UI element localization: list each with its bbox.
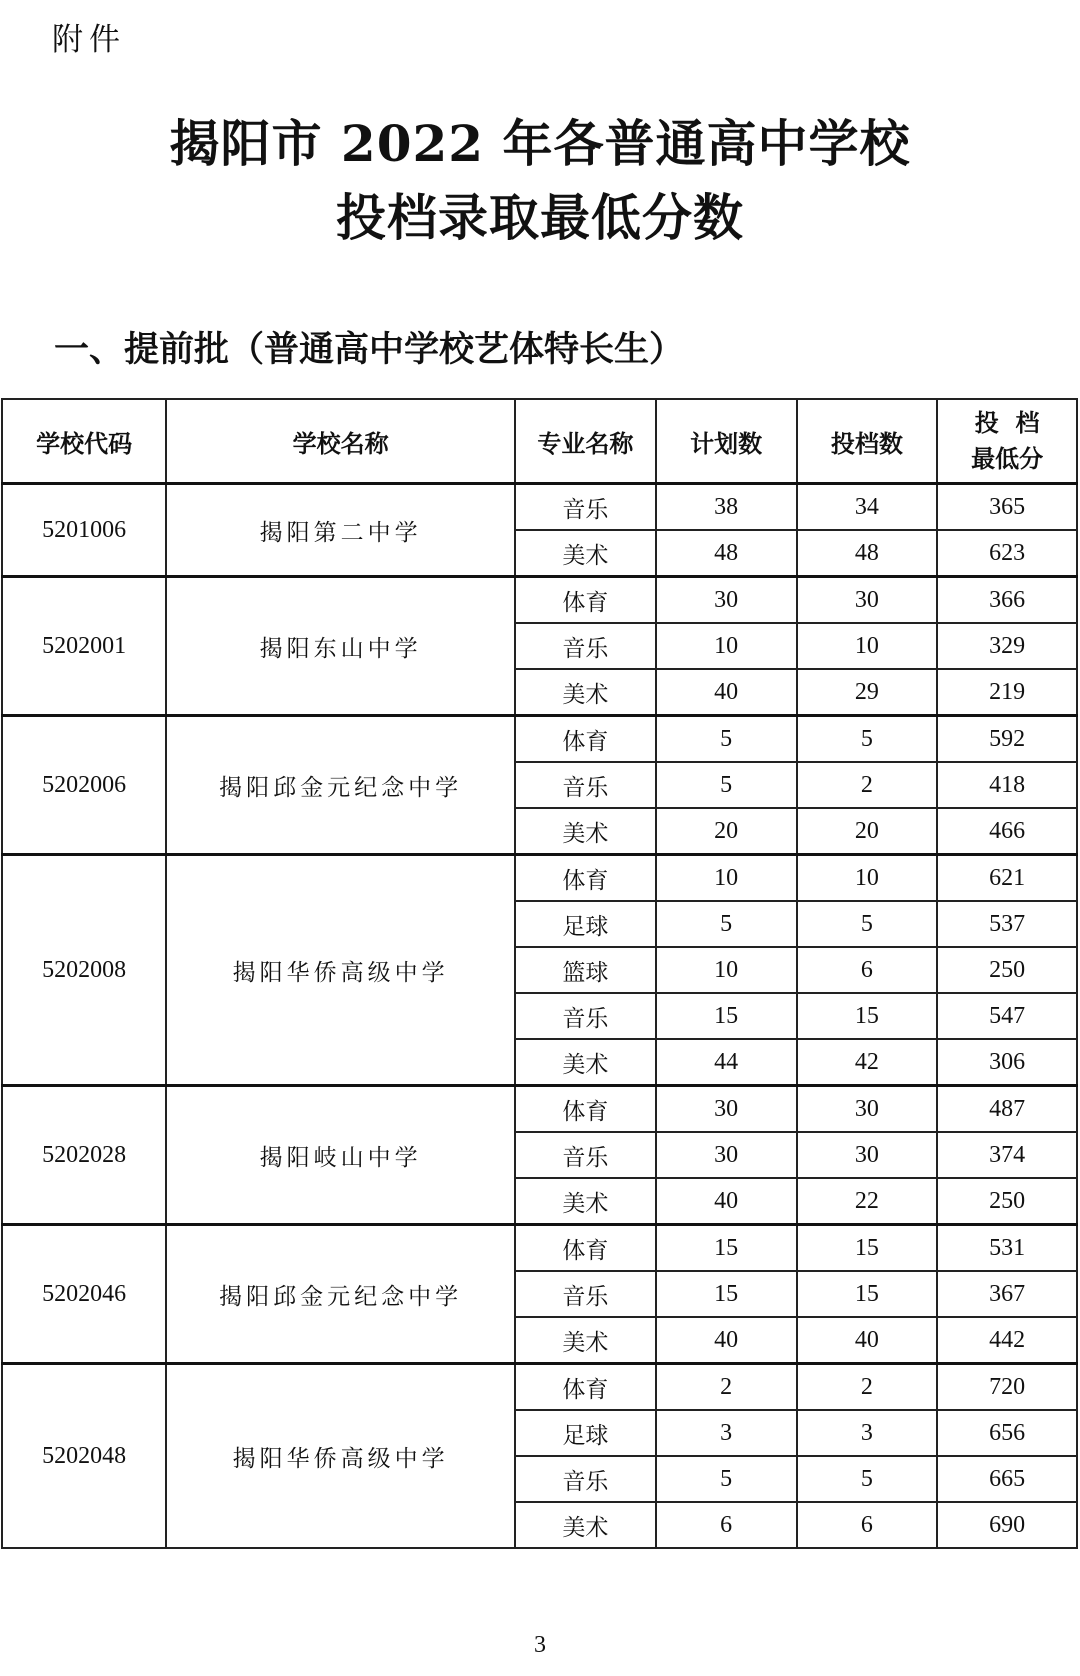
admitted-count-cell: 2 [797,1364,938,1411]
major-cell: 体育 [515,1364,656,1411]
header-min-score-line-2: 最低分 [971,445,1044,473]
school-code-cell: 5202048 [2,1364,166,1549]
major-cell: 美术 [515,808,656,855]
major-cell: 体育 [515,1086,656,1133]
min-score-cell: 720 [937,1364,1077,1411]
major-cell: 音乐 [515,623,656,669]
header-school-name: 学校名称 [166,399,515,484]
plan-count-cell: 2 [656,1364,797,1411]
table-row [2,855,1077,902]
document-title-line-1: 揭阳市 2022 年各普通高中学校 [169,114,911,173]
min-score-cell: 466 [937,808,1077,855]
admitted-count-cell: 30 [797,1132,938,1178]
plan-count-cell: 5 [656,901,797,947]
document-title-line-2: 投档录取最低分数 [336,188,744,247]
school-name-cell: 揭阳岐山中学 [166,1086,515,1225]
plan-count-cell: 30 [656,577,797,624]
header-min-score-line-1: 投 档 [974,409,1040,437]
admission-score-table [1,398,1078,1549]
min-score-cell: 250 [937,947,1077,993]
plan-count-cell: 15 [656,1271,797,1317]
major-cell: 足球 [515,1410,656,1456]
major-cell: 音乐 [515,1456,656,1502]
table-body [2,484,1077,1549]
plan-count-cell: 44 [656,1039,797,1086]
page-number: 3 [534,1632,546,1658]
major-cell: 音乐 [515,1271,656,1317]
school-code-cell: 5201006 [2,484,166,577]
plan-count-cell: 10 [656,947,797,993]
min-score-cell: 531 [937,1225,1077,1272]
admitted-count-cell: 40 [797,1317,938,1364]
min-score-cell: 487 [937,1086,1077,1133]
admitted-count-cell: 5 [797,1456,938,1502]
min-score-cell: 219 [937,669,1077,716]
plan-count-cell: 40 [656,1317,797,1364]
min-score-cell: 250 [937,1178,1077,1225]
plan-count-cell: 5 [656,1456,797,1502]
plan-count-cell: 30 [656,1086,797,1133]
min-score-cell: 442 [937,1317,1077,1364]
min-score-cell: 690 [937,1502,1077,1548]
admitted-count-cell: 15 [797,1271,938,1317]
major-cell: 美术 [515,1039,656,1086]
major-cell: 美术 [515,1502,656,1548]
admitted-count-cell: 10 [797,855,938,902]
admitted-count-cell: 30 [797,1086,938,1133]
plan-count-cell: 10 [656,855,797,902]
plan-count-cell: 20 [656,808,797,855]
admitted-count-cell: 20 [797,808,938,855]
header-admitted: 投档数 [797,399,938,484]
min-score-cell: 547 [937,993,1077,1039]
min-score-cell: 621 [937,855,1077,902]
admitted-count-cell: 5 [797,901,938,947]
admitted-count-cell: 29 [797,669,938,716]
school-name-cell: 揭阳邱金元纪念中学 [166,1225,515,1364]
admitted-count-cell: 2 [797,762,938,808]
school-code-cell: 5202006 [2,716,166,855]
table-row [2,577,1077,624]
min-score-cell: 367 [937,1271,1077,1317]
major-cell: 体育 [515,1225,656,1272]
table-row [2,1086,1077,1133]
admitted-count-cell: 34 [797,484,938,531]
table-row [2,716,1077,763]
major-cell: 美术 [515,1317,656,1364]
min-score-cell: 365 [937,484,1077,531]
major-cell: 美术 [515,669,656,716]
major-cell: 音乐 [515,993,656,1039]
header-school-code: 学校代码 [2,399,166,484]
plan-count-cell: 38 [656,484,797,531]
plan-count-cell: 5 [656,762,797,808]
plan-count-cell: 48 [656,530,797,577]
table-header-row [2,399,1077,484]
school-name-cell: 揭阳东山中学 [166,577,515,716]
min-score-cell: 374 [937,1132,1077,1178]
admitted-count-cell: 5 [797,716,938,763]
school-code-cell: 5202028 [2,1086,166,1225]
min-score-cell: 592 [937,716,1077,763]
table-row [2,1364,1077,1411]
school-name-cell: 揭阳华侨高级中学 [166,855,515,1086]
admitted-count-cell: 3 [797,1410,938,1456]
admitted-count-cell: 6 [797,947,938,993]
major-cell: 篮球 [515,947,656,993]
plan-count-cell: 3 [656,1410,797,1456]
header-plan: 计划数 [656,399,797,484]
school-name-cell: 揭阳第二中学 [166,484,515,577]
school-name-cell: 揭阳华侨高级中学 [166,1364,515,1549]
school-name-cell: 揭阳邱金元纪念中学 [166,716,515,855]
min-score-cell: 306 [937,1039,1077,1086]
min-score-cell: 623 [937,530,1077,577]
section-heading: 一、提前批（普通高中学校艺体特长生） [54,330,685,370]
min-score-cell: 329 [937,623,1077,669]
major-cell: 足球 [515,901,656,947]
plan-count-cell: 40 [656,1178,797,1225]
attachment-label: 附件 [52,22,126,58]
min-score-cell: 418 [937,762,1077,808]
min-score-cell: 656 [937,1410,1077,1456]
major-cell: 美术 [515,530,656,577]
major-cell: 音乐 [515,762,656,808]
major-cell: 体育 [515,855,656,902]
table-row [2,484,1077,531]
school-code-cell: 5202046 [2,1225,166,1364]
major-cell: 体育 [515,577,656,624]
admitted-count-cell: 48 [797,530,938,577]
admitted-count-cell: 6 [797,1502,938,1548]
major-cell: 美术 [515,1178,656,1225]
plan-count-cell: 10 [656,623,797,669]
admitted-count-cell: 22 [797,1178,938,1225]
plan-count-cell: 30 [656,1132,797,1178]
admitted-count-cell: 30 [797,577,938,624]
major-cell: 音乐 [515,1132,656,1178]
plan-count-cell: 15 [656,1225,797,1272]
header-major: 专业名称 [515,399,656,484]
plan-count-cell: 40 [656,669,797,716]
major-cell: 体育 [515,716,656,763]
min-score-cell: 537 [937,901,1077,947]
school-code-cell: 5202008 [2,855,166,1086]
min-score-cell: 366 [937,577,1077,624]
admitted-count-cell: 42 [797,1039,938,1086]
plan-count-cell: 5 [656,716,797,763]
major-cell: 音乐 [515,484,656,531]
admitted-count-cell: 10 [797,623,938,669]
admitted-count-cell: 15 [797,993,938,1039]
min-score-cell: 665 [937,1456,1077,1502]
header-min-score [937,399,1077,484]
school-code-cell: 5202001 [2,577,166,716]
admitted-count-cell: 15 [797,1225,938,1272]
table-row [2,1225,1077,1272]
plan-count-cell: 15 [656,993,797,1039]
plan-count-cell: 6 [656,1502,797,1548]
